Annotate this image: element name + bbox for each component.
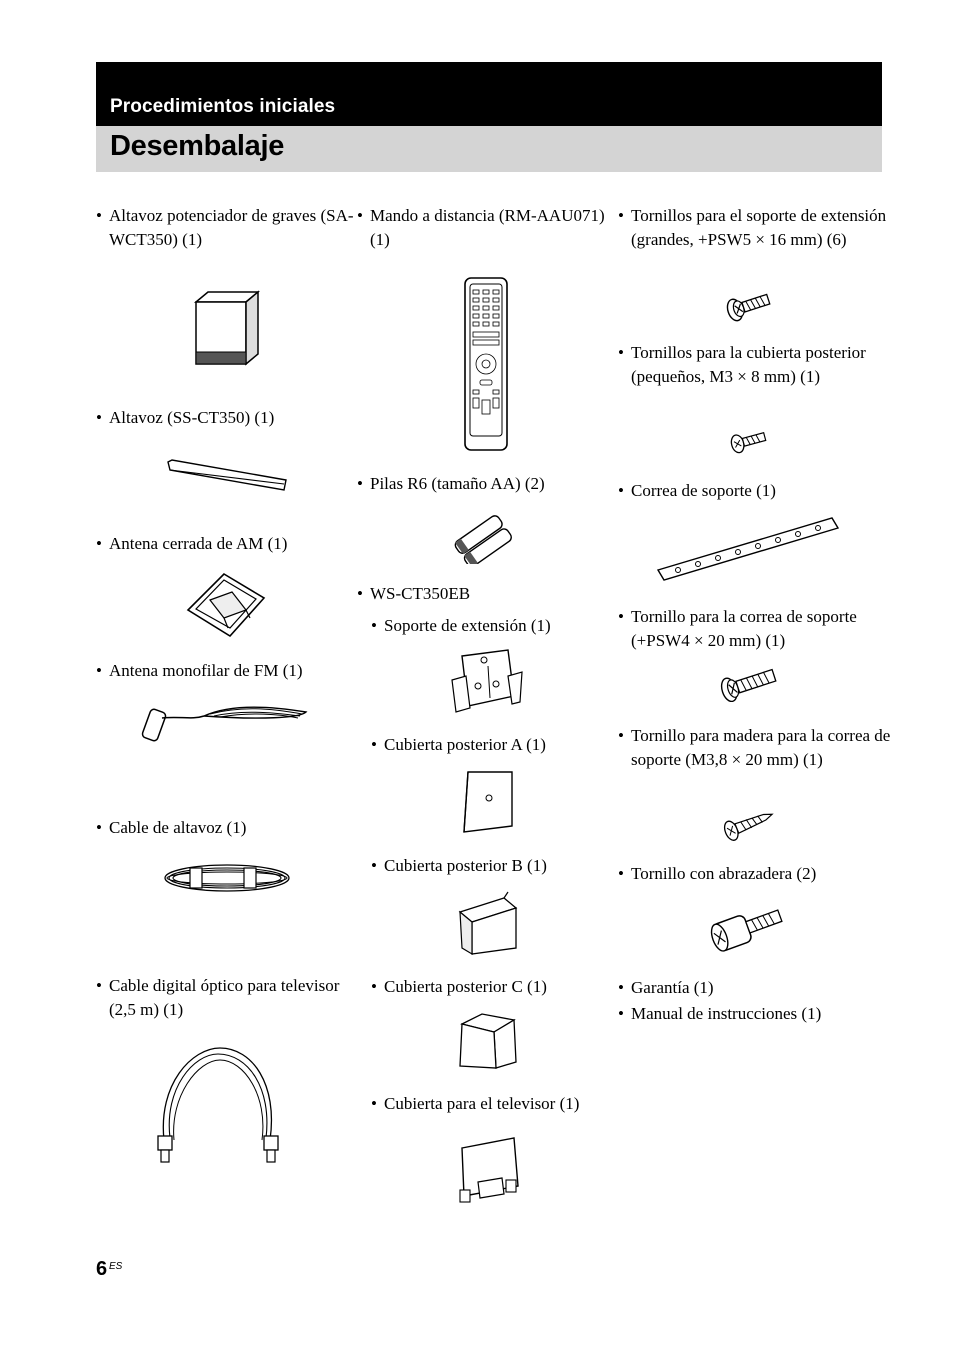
strap-illustration xyxy=(654,514,840,584)
item-strap: • Correa de soporte (1) xyxy=(618,479,891,503)
speaker-bar-illustration xyxy=(166,458,288,494)
page-language: ES xyxy=(109,1261,123,1272)
remote-control-illustration xyxy=(462,276,510,454)
item-optical-cable: • Cable digital óptico para televisor (2,5 m) (1) xyxy=(96,974,359,1022)
screw-large-illustration xyxy=(722,288,772,322)
wood-screw-illustration xyxy=(720,806,776,842)
item-ws-kit: • WS-CT350EB xyxy=(357,582,610,606)
fm-antenna-illustration xyxy=(140,696,312,748)
item-screws-extension: • Tornillos para el soporte de extensión (grandes, +PSW5 × 16 mm) (6) xyxy=(618,204,891,252)
item-extension-bracket: • Soporte de extensión (1) xyxy=(371,614,614,638)
item-warranty: • Garantía (1) xyxy=(618,976,891,1000)
item-strap-screw: • Tornillo para la correa de soporte (+PSW4 × 20 mm) (1) xyxy=(618,605,891,653)
item-screws-rear-cover: • Tornillos para la cubierta posterior (pequeños, M3 × 8 mm) (1) xyxy=(618,341,891,389)
item-speaker-cable: • Cable de altavoz (1) xyxy=(96,816,359,840)
item-tv-cover: • Cubierta para el televisor (1) xyxy=(371,1092,602,1116)
item-am-antenna: • Antena cerrada de AM (1) xyxy=(96,532,359,556)
item-speaker: • Altavoz (SS-CT350) (1) xyxy=(96,406,359,430)
speaker-cable-illustration xyxy=(162,858,292,898)
title-bar xyxy=(96,126,882,172)
item-rear-cover-b: • Cubierta posterior B (1) xyxy=(371,854,614,878)
tv-cover-illustration xyxy=(456,1136,520,1206)
screw-small-illustration xyxy=(728,426,768,454)
rear-cover-b-illustration xyxy=(456,890,520,956)
rear-cover-a-illustration xyxy=(460,770,516,836)
strap-screw-illustration xyxy=(716,664,778,702)
item-wood-screw: • Tornillo para madera para la correa de soporte (M3,8 × 20 mm) (1) xyxy=(618,724,891,772)
clamp-screw-illustration xyxy=(704,900,788,956)
item-batteries: • Pilas R6 (tamaño AA) (2) xyxy=(357,472,610,496)
item-fm-antenna: • Antena monofilar de FM (1) xyxy=(96,659,359,683)
rear-cover-c-illustration xyxy=(456,1010,518,1072)
optical-cable-illustration xyxy=(152,1044,282,1168)
am-antenna-illustration xyxy=(184,570,268,640)
extension-bracket-illustration xyxy=(448,646,524,718)
page-title: Desembalaje xyxy=(110,130,285,162)
item-rear-cover-a: • Cubierta posterior A (1) xyxy=(371,733,614,757)
item-manual: • Manual de instrucciones (1) xyxy=(618,1002,891,1026)
page-number: 6 xyxy=(96,1258,108,1280)
item-subwoofer: • Altavoz potenciador de graves (SA-WCT350) (1) xyxy=(96,204,359,252)
item-rear-cover-c: • Cubierta posterior C (1) xyxy=(371,975,614,999)
item-clamp-screw: • Tornillo con abrazadera (2) xyxy=(618,862,891,886)
subwoofer-illustration xyxy=(190,288,260,368)
item-remote: • Mando a distancia (RM-AAU071) (1) xyxy=(357,204,610,252)
section-title: Procedimientos iniciales xyxy=(110,96,336,117)
section-header xyxy=(96,62,882,126)
batteries-illustration xyxy=(448,512,524,564)
